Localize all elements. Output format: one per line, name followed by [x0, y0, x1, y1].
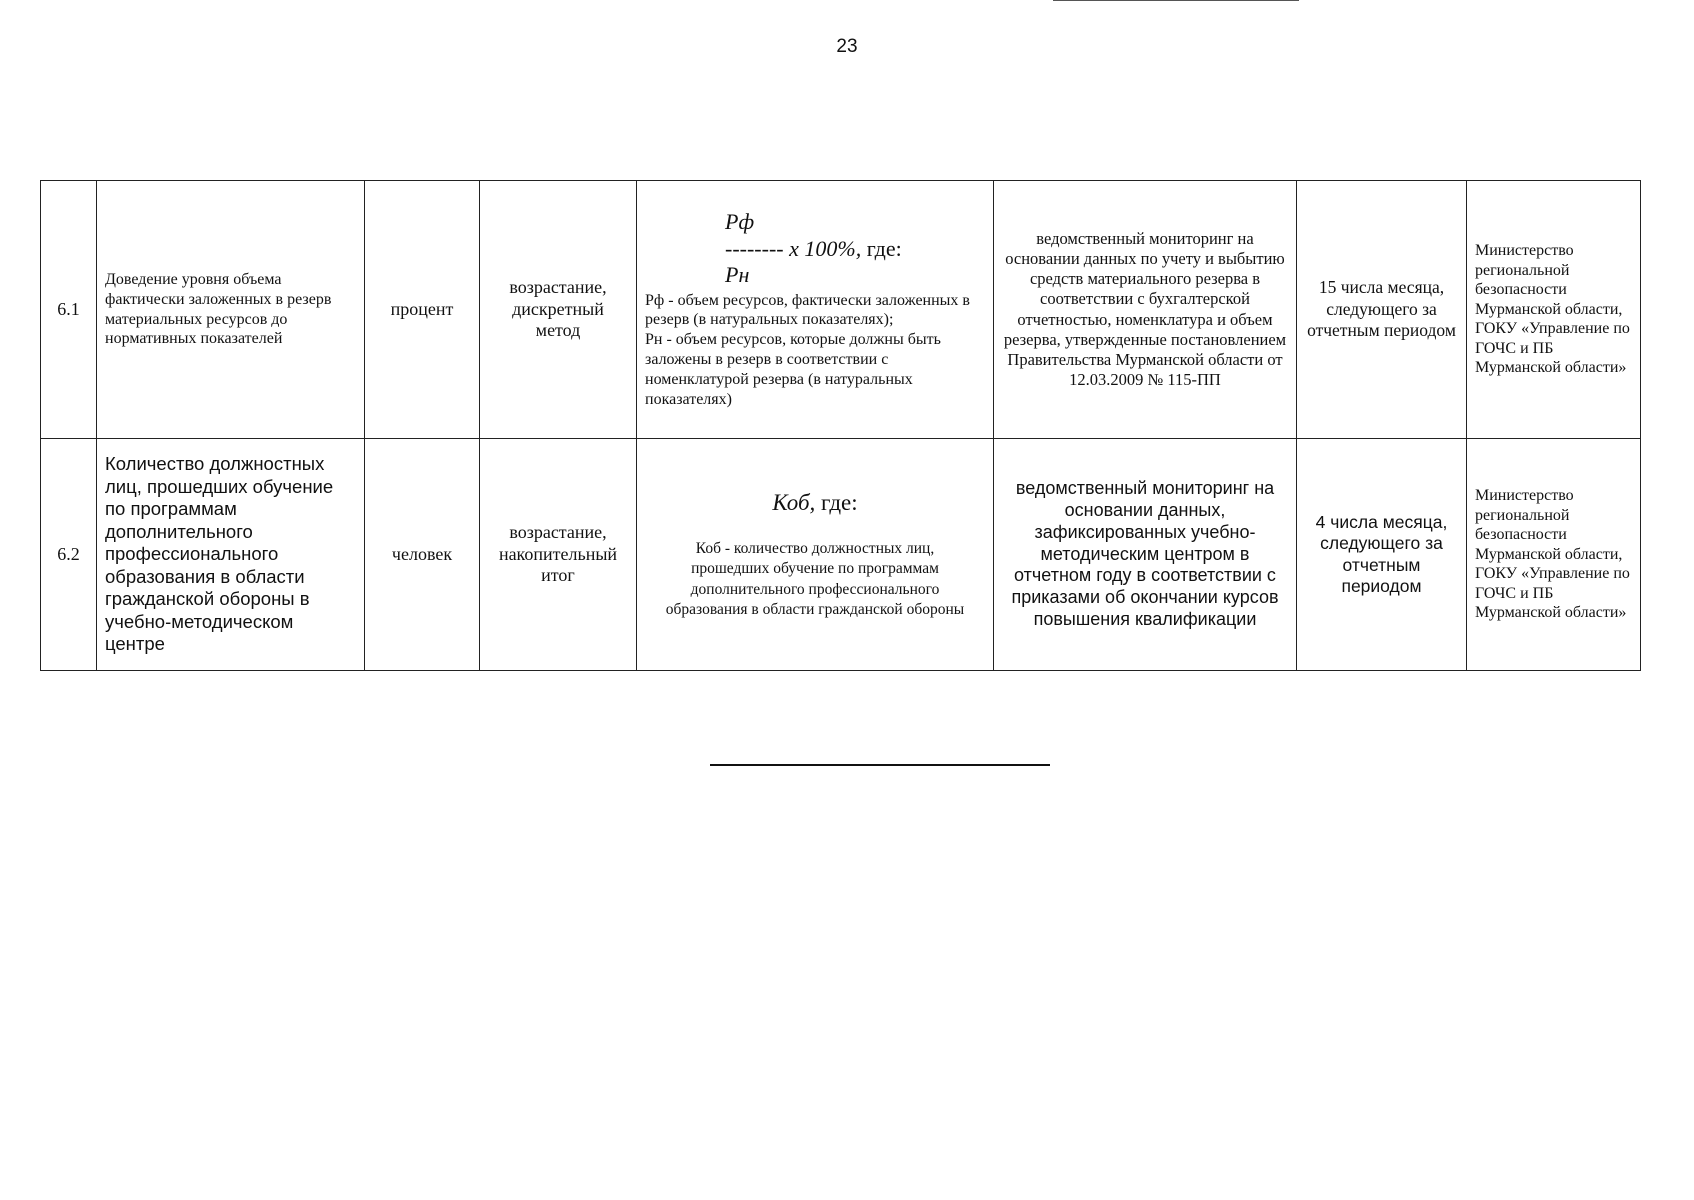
formula-description: Рф - объем ресурсов, фактически заложенных в резерв (в натуральных показателях); Рн - объем ресурсов, которые должны быть заложены в резерв в соответствии с номенклатурой резерва (в натуральных показателях): [645, 291, 970, 408]
responsible-organization: Министерство региональной безопасности Мурманской области, ГОКУ «Управление по ГОЧС и ПБ Мурманской области»: [1467, 439, 1641, 671]
table-row: [41, 181, 1641, 439]
calculation-method: возрастание, накопительный итог: [480, 439, 637, 671]
reporting-period: 4 числа месяца, следующего за отчетным периодом: [1297, 439, 1467, 671]
formula: [645, 209, 985, 288]
formula-fraction-line: -------- х 100%, где:: [725, 235, 902, 261]
responsible-organization: Министерство региональной безопасности Мурманской области, ГОКУ «Управление по ГОЧС и ПБ Мурманской области»: [1467, 181, 1641, 439]
indicator-name: Доведение уровня объема фактически заложенных в резерв материальных ресурсов до нормативных показателей: [97, 181, 365, 439]
calculation-method: возрастание, дискретный метод: [480, 181, 637, 439]
end-divider-line: [710, 764, 1050, 766]
reporting-period: 15 числа месяца, следующего за отчетным периодом: [1297, 181, 1467, 439]
indicator-name: Количество должностных лиц, прошедших обучение по программам дополнительного профессионального образования в области гражданской обороны в учебно-методическом центре: [97, 439, 365, 671]
formula-description: Коб - количество должностных лиц, прошедших обучение по программам дополнительного профессионального образования в области гражданской обороны: [665, 540, 965, 618]
unit-of-measure: процент: [365, 181, 480, 439]
table-row: [41, 439, 1641, 671]
data-source: ведомственный мониторинг на основании данных по учету и выбытию средств материального резерва в соответствии с бухгалтерской отчетностью, номенклатура и объем резерва, утвержденные постановлением Правительства Мурманской области от 12.03.2009 № 115-ПП: [994, 181, 1297, 439]
row-number: 6.1: [41, 181, 97, 439]
formula-cell: [637, 439, 994, 671]
data-source: ведомственный мониторинг на основании данных, зафиксированных учебно-методическим центром в отчетном году в соответствии с приказами об окончании курсов повышения квалификации: [994, 439, 1297, 671]
page-number: 23: [836, 36, 858, 57]
top-divider-line: [1053, 0, 1299, 1]
row-number: 6.2: [41, 439, 97, 671]
formula-numerator: Рф: [725, 209, 755, 235]
formula-denominator: Рн: [725, 262, 750, 288]
unit-of-measure: человек: [365, 439, 480, 671]
indicators-table: [40, 180, 1641, 671]
formula-cell: [637, 181, 994, 439]
formula: Коб, где:: [772, 490, 858, 516]
